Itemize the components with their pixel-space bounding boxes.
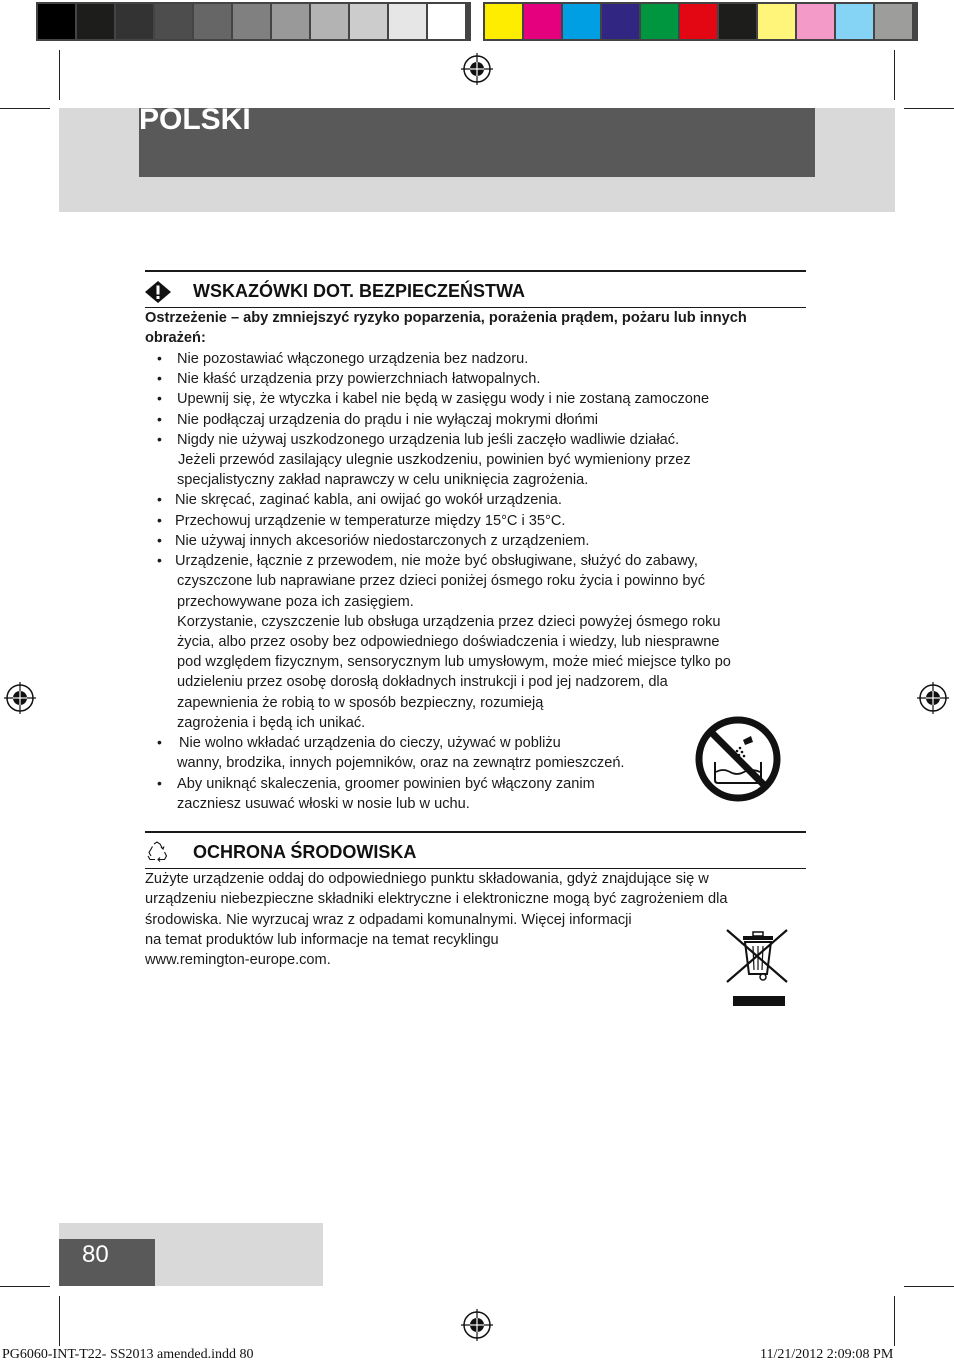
bullet-marker: • (157, 512, 162, 528)
bullet-marker: • (157, 390, 162, 406)
environment-text-line: środowiska. Nie wyrzucaj wraz z odpadami komunalnymi. Więcej informacji (145, 911, 632, 928)
safety-text-line: Nie pozostawiać włączonego urządzenia bez nadzoru. (177, 351, 529, 367)
registration-mark-icon (461, 53, 493, 85)
page-number: 80 (82, 1241, 109, 1268)
color-swatch (311, 4, 348, 39)
safety-text-line: Nigdy nie używaj uszkodzonego urządzenia lub jeśli zaczęło wadliwie działać. (177, 432, 680, 448)
warning-intro: obrażeń: (145, 330, 206, 346)
safety-text-line: Upewnij się, że wtyczka i kabel nie będą w zasięgu wody i nie zostaną zamoczone (177, 391, 710, 407)
color-swatch (875, 4, 912, 39)
bullet-marker: • (157, 775, 162, 791)
color-swatch (563, 4, 600, 39)
environment-text-line: Zużyte urządzenie oddaj do odpowiedniego punktu składowania, gdyż znajdujące się w (145, 871, 709, 887)
environment-text-line: www.remington-europe.com. (145, 952, 331, 969)
color-swatch (641, 4, 678, 39)
environment-section-title: OCHRONA ŚRODOWISKA (193, 842, 417, 862)
color-swatch (836, 4, 873, 39)
crop-mark (0, 108, 50, 109)
bullet-marker: • (157, 552, 162, 568)
color-swatch (350, 4, 387, 39)
safety-text-line: zaczniesz usuwać włoski w nosie lub w uchu. (177, 796, 470, 812)
crop-mark (59, 50, 60, 100)
safety-text-line: udzieleniu przez osobę dorosłą dokładnych instrukcji i pod jej nadzorem, dla (177, 674, 668, 690)
environment-text-line: urządzeniu niebezpieczne składniki elektryczne i elektroniczne mogą być zagrożeniem dla (145, 891, 728, 908)
bullet-marker: • (157, 491, 162, 507)
color-swatch (524, 4, 561, 39)
warning-intro: Ostrzeżenie – aby zmniejszyć ryzyko poparzenia, porażenia prądem, pożaru lub innych (145, 310, 747, 326)
footer-timestamp: 11/21/2012 2:09:08 PM (760, 1347, 894, 1362)
bullet-marker: • (157, 532, 162, 548)
crop-mark (894, 1296, 895, 1346)
safety-text-line: Nie kłaść urządzenia przy powierzchniach łatwopalnych. (177, 371, 541, 387)
crossed-bin-icon (725, 926, 791, 1008)
color-swatch (389, 4, 426, 39)
color-swatch (719, 4, 756, 39)
registration-mark-icon (917, 682, 949, 714)
crop-mark (59, 1296, 60, 1346)
crop-mark (904, 1286, 954, 1287)
safety-text-line: Urządzenie, łącznie z przewodem, nie może być obsługiwane, służyć do zabawy, (175, 553, 698, 569)
footer-filename: PG6060-INT-T22- SS2013 amended.indd 80 (2, 1347, 254, 1362)
color-swatch (194, 4, 231, 39)
crop-mark (894, 50, 895, 100)
no-water-icon (695, 716, 781, 802)
color-swatch (797, 4, 834, 39)
color-swatch (485, 4, 522, 39)
safety-text-line: pod względem fizycznym, sensorycznym lub umysłowym, może mieć miejsce tylko po (177, 654, 731, 670)
safety-text-line: specjalistyczny zakład naprawczy w celu uniknięcia zagrożenia. (177, 472, 589, 488)
safety-text-line: przechowywane poza ich zasięgiem. (177, 594, 414, 610)
safety-text-line: Nie używaj innych akcesoriów niedostarczonych z urządzeniem. (175, 533, 590, 549)
grayscale-color-bar (36, 2, 471, 41)
safety-text-line: Jeżeli przewód zasilający ulegnie uszkodzeniu, powinien być wymieniony przez (178, 452, 691, 468)
safety-section-title: WSKAZÓWKI DOT. BEZPIECZEŃSTWA (193, 281, 525, 301)
color-swatch (38, 4, 75, 39)
page-title: POLSKI (139, 103, 251, 136)
bullet-marker: • (157, 734, 162, 750)
safety-text-line: Przechowuj urządzenie w temperaturze między 15°C i 35°C. (175, 513, 566, 529)
process-color-bar (483, 2, 918, 41)
safety-text-line: zagrożenia i będą ich unikać. (177, 715, 366, 731)
color-swatch (155, 4, 192, 39)
registration-mark-icon (461, 1309, 493, 1341)
environment-text-line: na temat produktów lub informacje na temat recyklingu (145, 931, 499, 948)
bullet-marker: • (157, 431, 162, 447)
color-swatch (272, 4, 309, 39)
section-rule-top (145, 831, 806, 833)
crop-mark (904, 108, 954, 109)
safety-text-line: życia, albo przez osoby bez odpowiedniego doświadczenia i wiedzy, lub niesprawne (177, 634, 720, 650)
safety-text-line: czyszczone lub naprawiane przez dzieci poniżej ósmego roku życia i powinno być (177, 573, 706, 589)
color-swatch (680, 4, 717, 39)
crop-mark (0, 1286, 50, 1287)
safety-text-line: Nie podłączaj urządzenia do prądu i nie wyłączaj mokrymi dłońmi (177, 412, 598, 428)
safety-text-line: Nie skręcać, zaginać kabla, ani owijać go wokół urządzenia. (175, 492, 562, 508)
safety-text-line: wanny, brodzika, innych pojemników, oraz na zewnątrz pomieszczeń. (177, 755, 625, 771)
bullet-marker: • (157, 350, 162, 366)
color-swatch (233, 4, 270, 39)
color-swatch (602, 4, 639, 39)
bullet-marker: • (157, 370, 162, 386)
section-rule-top (145, 270, 806, 272)
safety-text-line: Nie wolno wkładać urządzenia do cieczy, używać w pobliżu (179, 735, 561, 751)
safety-text-line: Aby uniknąć skaleczenia, groomer powinien być włączony zanim (177, 776, 595, 792)
safety-text-line: zapewnienia że robią to w sposób bezpieczny, rozumieją (177, 695, 544, 711)
color-swatch (116, 4, 153, 39)
color-swatch (77, 4, 114, 39)
color-swatch (428, 4, 465, 39)
recycle-icon (146, 841, 168, 863)
color-swatch (758, 4, 795, 39)
warning-icon (145, 281, 171, 303)
registration-mark-icon (4, 682, 36, 714)
safety-text-line: Korzystanie, czyszczenie lub obsługa urządzenia przez dzieci powyżej ósmego roku (177, 614, 721, 630)
bullet-marker: • (157, 411, 162, 427)
